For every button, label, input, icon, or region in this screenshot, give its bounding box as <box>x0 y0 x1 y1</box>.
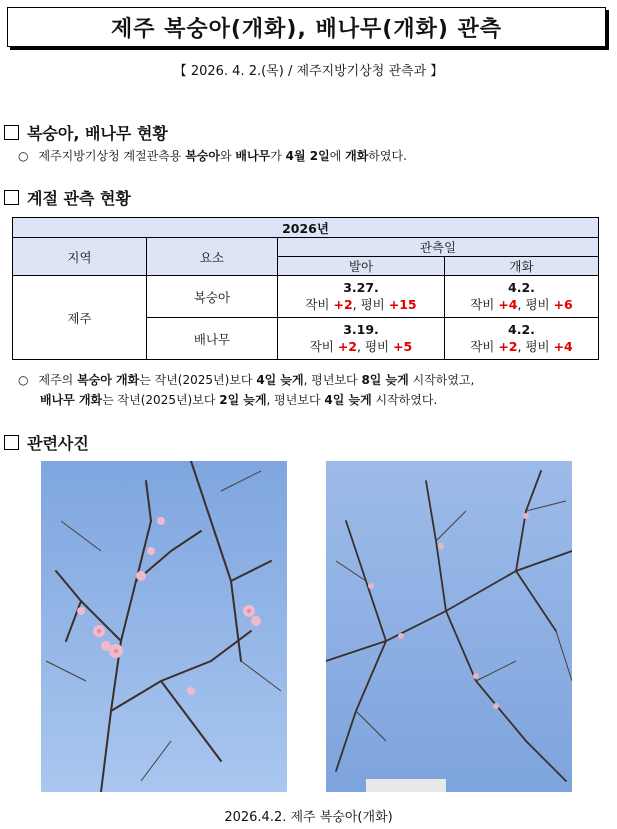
photo-caption: 2026.4.2. 제주 복숭아(개화) <box>224 810 393 825</box>
bold-text: 4일 늦게 <box>324 393 372 407</box>
table-year: 2026년 <box>13 218 599 238</box>
text: 시작하였고, <box>408 373 475 387</box>
section2-heading-text: 계절 관측 현황 <box>27 189 131 208</box>
sprout-date: 3.27. <box>343 280 379 295</box>
diff-value: +6 <box>553 297 573 312</box>
diff-value: +2 <box>337 339 357 354</box>
text: 작비 <box>309 339 338 354</box>
diff-value: +15 <box>388 297 417 312</box>
section3-heading-text: 관련사진 <box>27 434 89 453</box>
text: 제주지방기상청 계절관측용 <box>38 149 186 163</box>
sprout-date: 3.19. <box>343 322 379 337</box>
bold-text: 4월 2일 <box>285 149 330 163</box>
text: , 평년보다 <box>266 393 325 407</box>
section1-heading-text: 복숭아, 배나무 현황 <box>27 124 168 143</box>
section1-heading <box>4 121 168 144</box>
col-sprout: 발아 <box>278 257 445 276</box>
text: , 평비 <box>352 297 389 312</box>
text: 하였다. <box>368 149 407 163</box>
text: 는 작년(2025년)보다 <box>139 373 257 387</box>
section1-bullet <box>18 146 407 166</box>
bloom-date: 4.2. <box>508 322 535 337</box>
text: , 평년보다 <box>303 373 362 387</box>
element-cell: 배나무 <box>147 318 278 360</box>
sprout-cell <box>278 276 445 318</box>
bold-text: 배나무 개화 <box>40 393 103 407</box>
table-row <box>13 276 599 318</box>
diff-value: +2 <box>333 297 353 312</box>
bloom-date: 4.2. <box>508 280 535 295</box>
text: 에 <box>329 149 346 163</box>
diff-value: +4 <box>553 339 573 354</box>
circle-bullet-icon: ○ <box>18 149 29 163</box>
text: 는 작년(2025년)보다 <box>102 393 220 407</box>
bloom-cell <box>444 276 598 318</box>
col-region: 지역 <box>13 238 147 276</box>
bloom-cell <box>444 318 598 360</box>
bold-text: 복숭아 개화 <box>77 373 140 387</box>
bold-text: 개화 <box>345 149 369 163</box>
observation-table <box>12 217 599 360</box>
text: 제주의 <box>38 373 78 387</box>
subtitle: 【 2026. 4. 2.(목) / 제주지방기상청 관측과 】 <box>173 64 444 79</box>
peach-blossom-photo-2 <box>326 461 572 792</box>
text: 작비 <box>305 297 334 312</box>
text: , 평비 <box>517 297 554 312</box>
title-box <box>7 7 606 47</box>
section2-note <box>18 370 474 410</box>
checkbox-icon <box>4 125 19 140</box>
col-obs: 관측일 <box>278 238 599 257</box>
region-cell: 제주 <box>13 276 147 360</box>
element-cell: 복숭아 <box>147 276 278 318</box>
peach-blossom-photo-1 <box>41 461 287 792</box>
text: 작비 <box>470 297 499 312</box>
text: 와 <box>220 149 236 163</box>
checkbox-icon <box>4 190 19 205</box>
sprout-cell <box>278 318 445 360</box>
col-bloom: 개화 <box>444 257 598 276</box>
bold-text: 배나무 <box>235 149 271 163</box>
diff-value: +2 <box>498 339 518 354</box>
col-element: 요소 <box>147 238 278 276</box>
circle-bullet-icon: ○ <box>18 373 29 387</box>
bold-text: 복숭아 <box>185 149 220 163</box>
page-title: 제주 복숭아(개화), 배나무(개화) 관측 <box>110 16 503 42</box>
checkbox-icon <box>4 435 19 450</box>
bold-text: 8일 늦게 <box>361 373 409 387</box>
text: , 평비 <box>357 339 394 354</box>
text: , 평비 <box>517 339 554 354</box>
diff-value: +5 <box>393 339 413 354</box>
section2-heading <box>4 186 131 209</box>
bold-text: 2일 늦게 <box>219 393 267 407</box>
bold-text: 4일 늦게 <box>256 373 304 387</box>
section3-heading <box>4 431 89 454</box>
diff-value: +4 <box>498 297 518 312</box>
text: 시작하였다. <box>371 393 438 407</box>
text: 가 <box>270 149 286 163</box>
text: 작비 <box>470 339 499 354</box>
